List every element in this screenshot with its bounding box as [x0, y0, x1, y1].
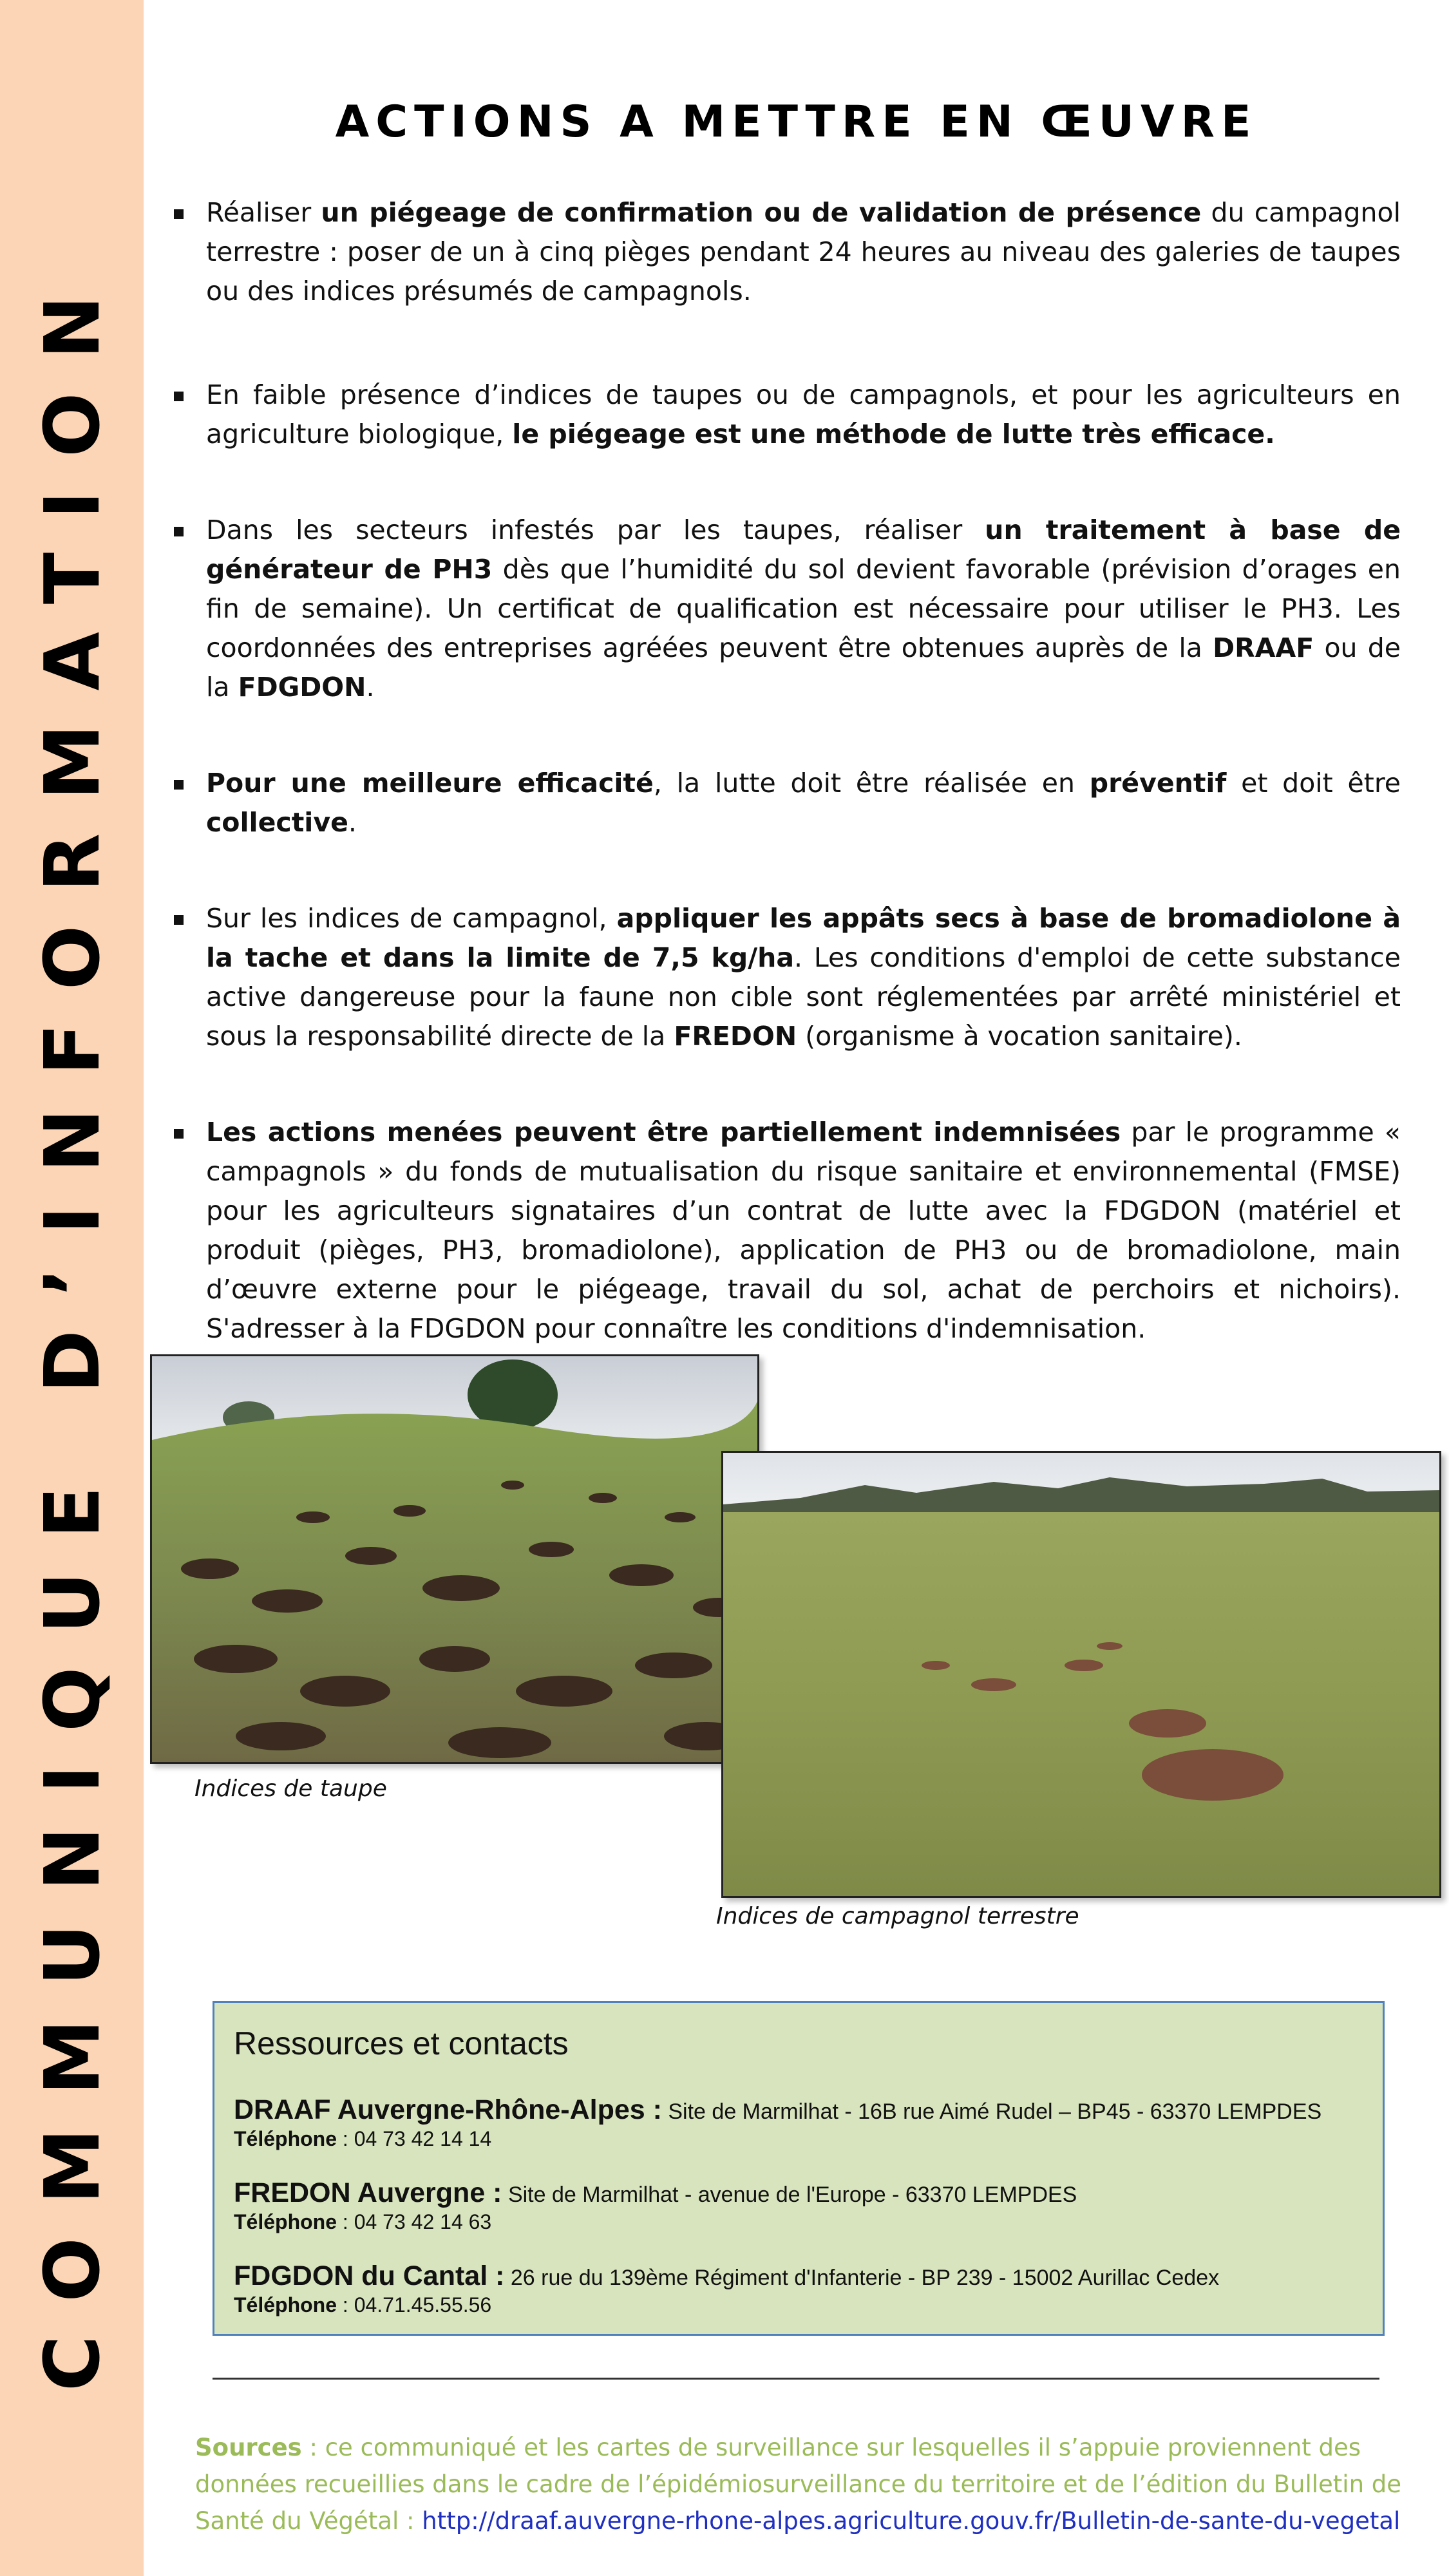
- phone-number: : 04.71.45.55.56: [337, 2293, 492, 2316]
- bullet-square-icon: [174, 527, 184, 536]
- body-text: , la lutte doit être réalisée en: [653, 768, 1090, 799]
- emphasis-text: préventif: [1089, 768, 1227, 799]
- sources-note: [195, 2429, 1406, 2539]
- photo-caption-campagnol: Indices de campagnol terrestre: [716, 1903, 1079, 1929]
- body-text: dès que l’humidité du sol devient favorable (prévision d’orages en fin de semaine). Un certificat de qualification est nécessaire pour utiliser le PH3. Les coordonnées des entreprises agréées peuvent être obtenues auprès de la: [206, 554, 1401, 663]
- action-text: [206, 515, 1401, 703]
- resource-name: DRAAF Auvergne-Rhône-Alpes :: [234, 2094, 662, 2125]
- resources-title: Ressources et contacts: [234, 2025, 569, 2061]
- body-text: et doit être: [1226, 768, 1401, 799]
- emphasis-text: DRAAF: [1213, 632, 1314, 663]
- action-text: [206, 768, 1401, 838]
- body-text: par le programme « campagnols » du fonds de mutualisation du risque sanitaire et environnemental (FMSE) pour les agriculteurs signataires d’un contrat de lutte avec la FDGDON (matériel et produit (pièges, PH3, bromadiolone), application de PH3 ou de bromadiolone, main d’œuvre externe pour le piégeage, travail du sol, achat de perchoirs et nichoirs). S'adresser à la FDGDON pour connaître les conditions d'indemnisation.: [206, 1117, 1401, 1344]
- resources-box: [213, 2001, 1385, 2336]
- emphasis-text: collective: [206, 807, 348, 838]
- resource-address: Site de Marmilhat - 16B rue Aimé Rudel – BP45 - 63370 LEMPDES: [661, 2099, 1322, 2124]
- phone-label: Téléphone: [234, 2293, 337, 2316]
- action-text: [206, 903, 1401, 1052]
- photo-mole-hills: [150, 1354, 759, 1764]
- body-text: .: [348, 807, 357, 838]
- emphasis-text: Pour une meilleure efficacité: [206, 768, 654, 799]
- action-text: [206, 1117, 1401, 1344]
- body-text: .: [366, 672, 375, 703]
- divider: [213, 2378, 1379, 2380]
- emphasis-text: FREDON: [674, 1021, 797, 1052]
- phone-number: : 04 73 42 14 63: [337, 2210, 492, 2233]
- resource-name: FREDON Auvergne :: [234, 2177, 502, 2208]
- bullet-square-icon: [174, 1129, 184, 1139]
- action-item: [206, 193, 1401, 311]
- photo-vole-mounds: [721, 1451, 1441, 1898]
- emphasis-text: un piégeage de confirmation ou de validation de présence: [321, 197, 1202, 228]
- phone-label: Téléphone: [234, 2127, 337, 2150]
- resource-name: FDGDON du Cantal :: [234, 2260, 505, 2291]
- body-text: En faible présence d’indices de taupes ou de campagnols, et pour les agriculteurs en agriculture biologique,: [206, 379, 1401, 450]
- emphasis-text: le piégeage est une méthode de lutte très efficace.: [512, 419, 1275, 450]
- action-item: [206, 375, 1401, 454]
- action-item: [206, 1113, 1401, 1349]
- sidebar-vertical-label: COMMUNIQUE D’INFORMATION: [28, 261, 117, 2392]
- actions-list: [206, 193, 1401, 1349]
- photo-caption-taupe: Indices de taupe: [194, 1776, 387, 1802]
- bullet-square-icon: [174, 780, 184, 790]
- action-text: [206, 197, 1401, 307]
- phone-number: : 04 73 42 14 14: [337, 2127, 492, 2150]
- emphasis-text: appliquer les appâts secs à base de bromadiolone à la tache et dans la limite de 7,5 kg/ha: [206, 903, 1401, 973]
- bullet-square-icon: [174, 209, 184, 219]
- resource-entry: [234, 2262, 1363, 2318]
- page-title: ACTIONS A METTRE EN ŒUVRE: [335, 97, 1258, 147]
- resource-address: Site de Marmilhat - avenue de l'Europe - 63370 LEMPDES: [502, 2183, 1077, 2207]
- body-text: Réaliser: [206, 197, 321, 228]
- body-text: Dans les secteurs infestés par les taupes, réaliser: [206, 515, 985, 545]
- sources-text: : ce communiqué et les cartes de surveillance sur lesquelles il s’appuie proviennent des données recueillies dans le cadre de l’épidémiosurveillance du territoire et de l’édition du Bulletin de Santé du Végétal :: [195, 2434, 1402, 2535]
- emphasis-text: un traitement à base de générateur de PH3: [206, 515, 1401, 585]
- resource-address: 26 rue du 139ème Régiment d'Infanterie - BP 239 - 15002 Aurillac Cedex: [504, 2266, 1220, 2290]
- action-item: [206, 899, 1401, 1056]
- body-text: Sur les indices de campagnol,: [206, 903, 617, 934]
- body-text: du campagnol terrestre : poser de un à cinq pièges pendant 24 heures au niveau des galeries de taupes ou des indices présumés de campagnols.: [206, 197, 1401, 307]
- body-text: . Les conditions d'emploi de cette substance active dangereuse pour la faune non cible sont réglementées par arrêté ministériel et sous la responsabilité directe de la: [206, 942, 1401, 1052]
- action-item: [206, 511, 1401, 707]
- phone-label: Téléphone: [234, 2210, 337, 2233]
- bullet-square-icon: [174, 392, 184, 401]
- bullet-square-icon: [174, 915, 184, 925]
- sources-link[interactable]: http://draaf.auvergne-rhone-alpes.agriculture.gouv.fr/Bulletin-de-sante-du-vegetal: [422, 2507, 1401, 2535]
- action-item: [206, 764, 1401, 842]
- emphasis-text: Les actions menées peuvent être partiellement indemnisées: [206, 1117, 1121, 1148]
- body-text: (organisme à vocation sanitaire).: [797, 1021, 1242, 1052]
- emphasis-text: FDGDON: [238, 672, 366, 703]
- sources-label: Sources: [195, 2434, 302, 2461]
- resource-entry: [234, 2096, 1363, 2152]
- resource-entry: [234, 2179, 1363, 2235]
- action-text: [206, 379, 1401, 450]
- body-text: ou de la: [206, 632, 1401, 703]
